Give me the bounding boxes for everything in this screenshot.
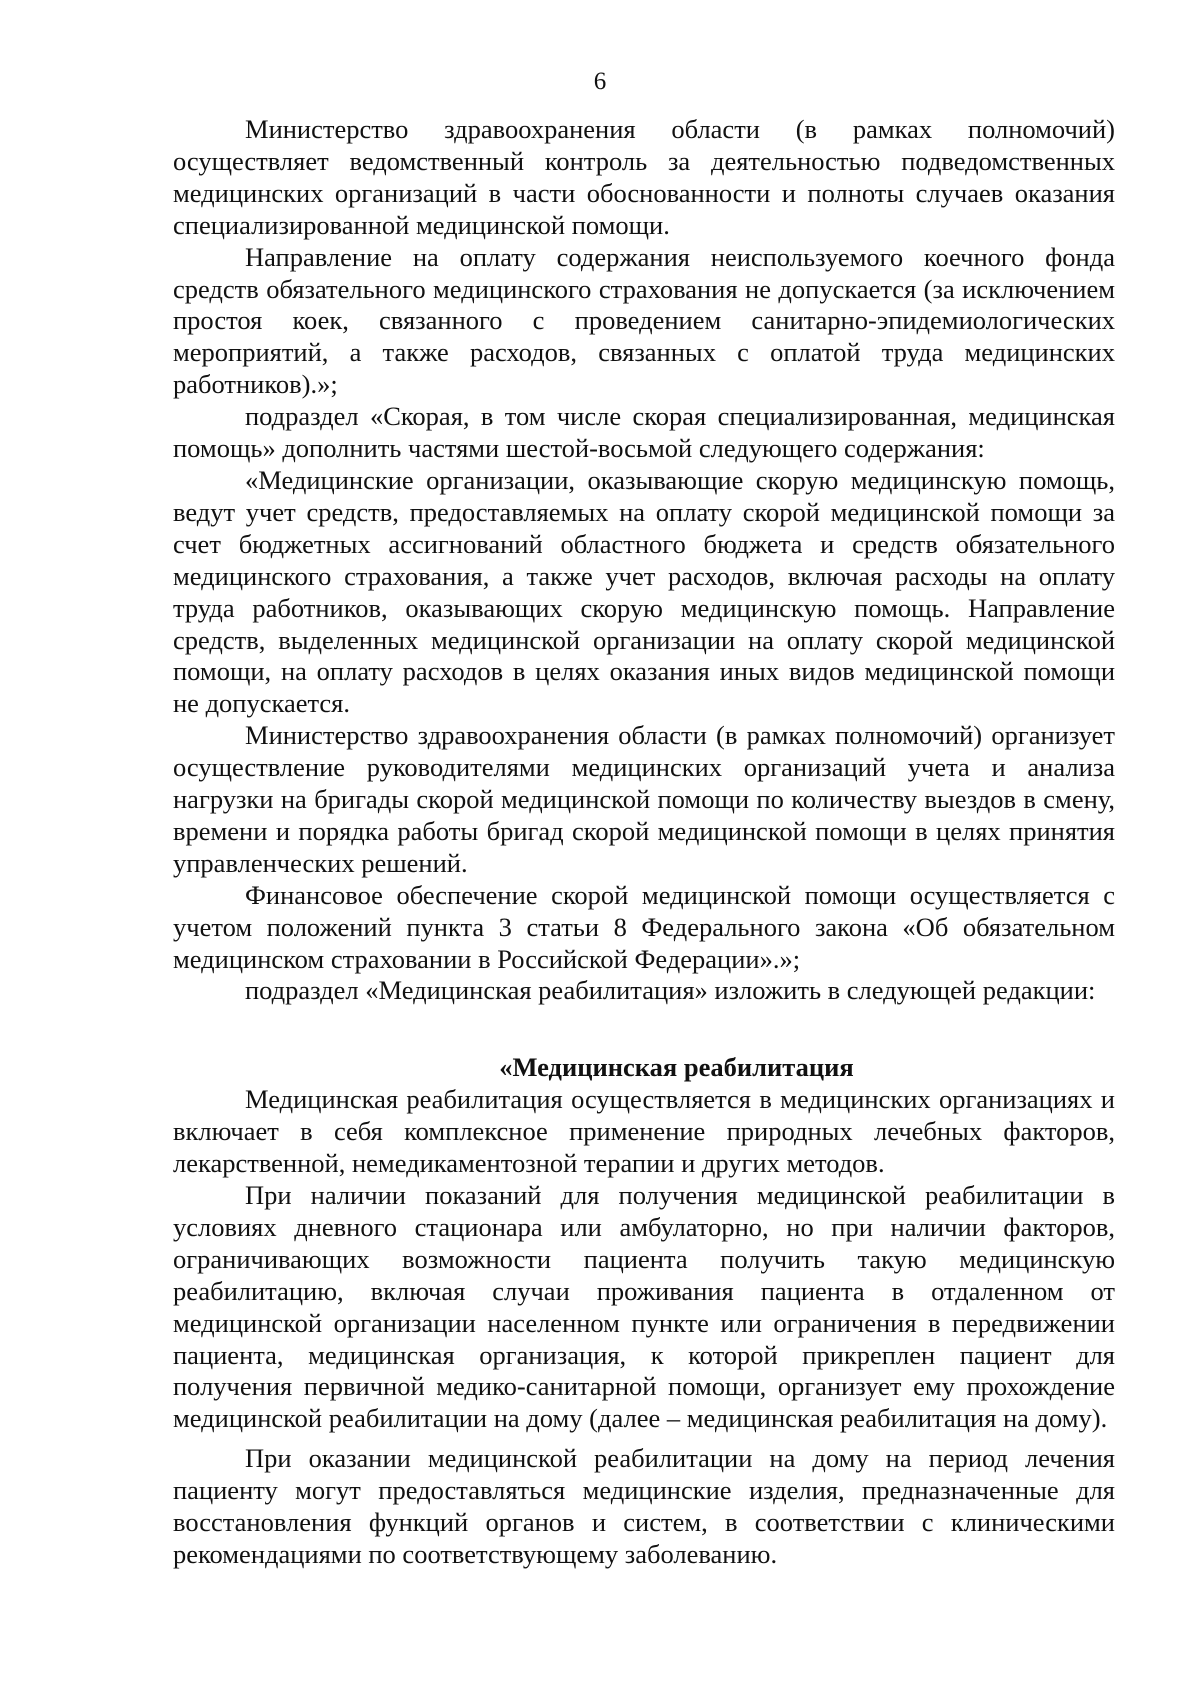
page-number: 6 — [593, 68, 607, 95]
paragraph-rehabilitation-definition: Медицинская реабилитация осуществляется в медицинских организациях и включает в себя комплексное применение природных лечебных факторов, лекарственной, немедикаментозной терапии и других методов. — [173, 1084, 1115, 1179]
paragraph-ambulance-funding: Финансовое обеспечение скорой медицинской помощи осуществляется с учетом положений пункта 3 статьи 8 Федерального закона «Об обязательном медицинском страховании в Российской Федерации».»; — [173, 879, 1115, 974]
paragraph-ambulance-load-analysis: Министерство здравоохранения области (в рамках полномочий) организует осуществление руководителями медицинских организаций учета и анализа нагрузки на бригады скорой медицинской помощи по количеству выездов в смену, времени и порядка работы бригад скорой медицинской помощи в целях принятия управленческих решений. — [173, 720, 1115, 878]
paragraph-bed-fund: Направление на оплату содержания неиспользуемого коечного фонда средств обязательного медицинского страхования не допускается (за исключением простоя коек, связанного с проведением санитарно-эпидемиологических мероприятий, а также расходов, связанных с оплатой труда медицинских работников).»; — [173, 241, 1115, 400]
paragraph-ambulance-accounting: «Медицинские организации, оказывающие скорую медицинскую помощь, ведут учет средств, предоставляемых на оплату скорой медицинской помощи за счет бюджетных ассигнований областного бюджета и средств обязательного медицинского страхования, а также учет расходов, включая расходы на оплату труда работников, оказывающих скорую медицинскую помощь. Направление средств, выделенных медицинской организации на оплату скорой медицинской помощи, на оплату расходов в целях оказания иных видов медицинской помощи не допускается. — [173, 464, 1115, 719]
paragraph-medical-devices: При оказании медицинской реабилитации на дому на период лечения пациенту могут предоставляться медицинские изделия, предназначенные для восстановления функций органов и систем, в соответствии с клиническими рекомендациями по соответствующему заболеванию. — [173, 1443, 1115, 1569]
paragraph-ministry-control: Министерство здравоохранения области (в рамках полномочий) осуществляет ведомственный контроль за деятельностью подведомственных медицинских организаций в части обоснованности и полноты случаев оказания специализированной медицинской помощи. — [173, 114, 1115, 240]
paragraph-home-rehabilitation: При наличии показаний для получения медицинской реабилитации в условиях дневного стационара или амбулаторно, но при наличии факторов, ограничивающих возможности пациента получить такую медицинскую реабилитацию, включая случаи проживания пациента в отдаленном от медицинской организации населенном пункте или ограничения в передвижении пациента, медицинская организация, к которой прикреплен пациент для получения первичной медико-санитарной помощи, организует ему прохождение медицинской реабилитации на дому (далее – медицинская реабилитация на дому). — [173, 1180, 1115, 1434]
document-body — [173, 114, 1115, 1571]
paragraph-rehabilitation-subsection: подраздел «Медицинская реабилитация» изложить в следующей редакции: — [245, 975, 1096, 1006]
section-heading-rehabilitation: «Медицинская реабилитация — [499, 1052, 854, 1083]
paragraph-ambulance-subsection: подраздел «Скорая, в том числе скорая специализированная, медицинская помощь» дополнить частями шестой-восьмой следующего содержания: — [173, 401, 1115, 464]
